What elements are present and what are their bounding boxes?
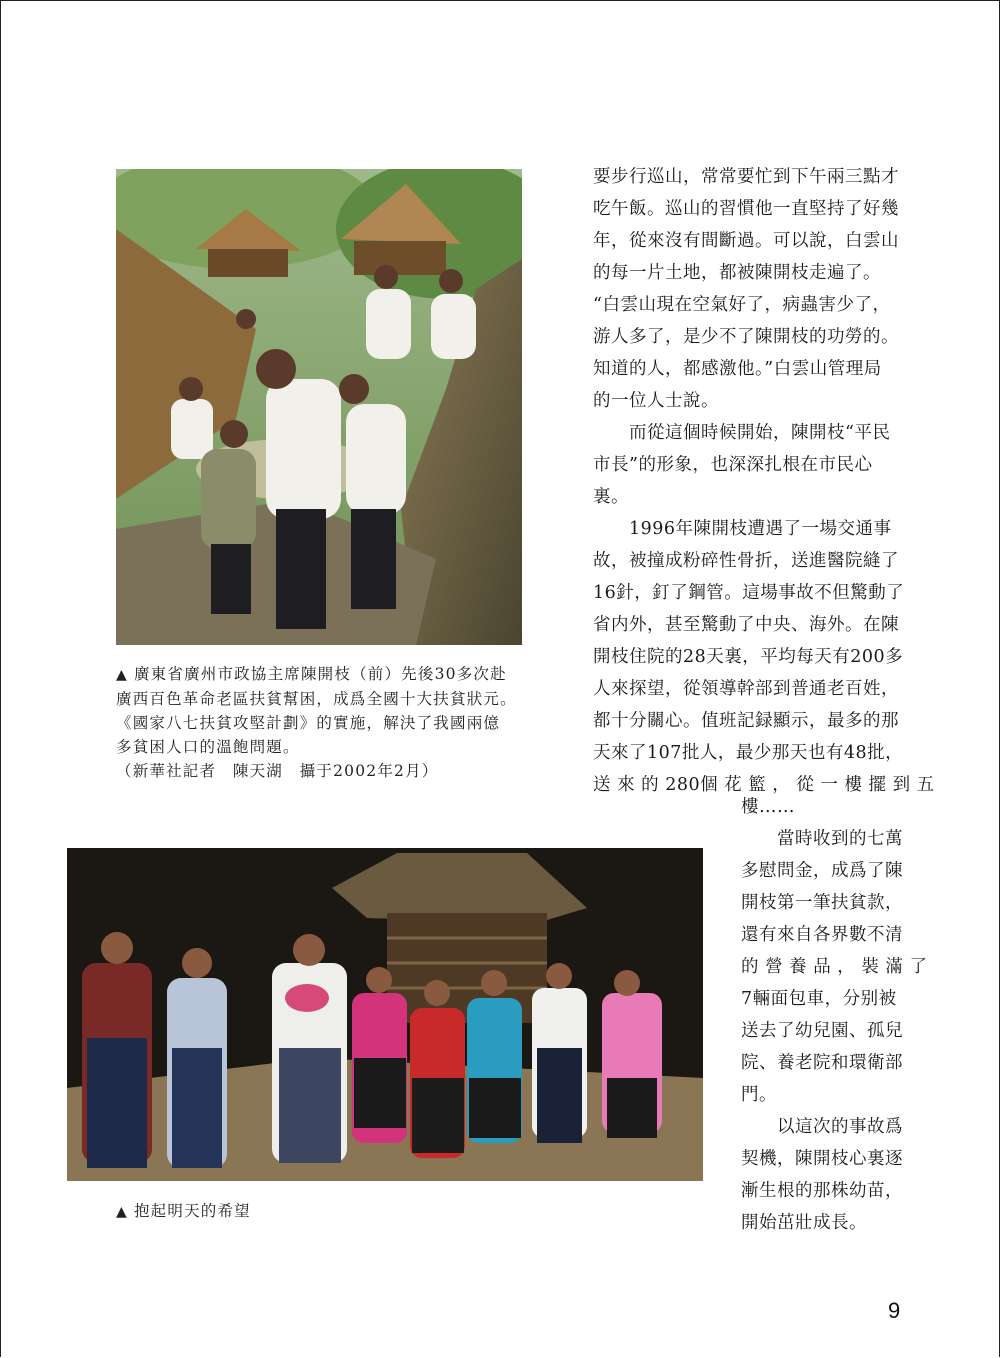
caption-credit: （新華社記者 陳天湖 攝于2002年2月） xyxy=(116,762,439,780)
text-line: 年，從來沒有間斷過。可以說，白雲山 xyxy=(593,231,899,251)
text-line: 開枝第一筆扶貧款， xyxy=(741,893,903,913)
text-line: “白雲山現在空氣好了，病蟲害少了， xyxy=(593,295,891,315)
triangle-marker-icon: ▲ xyxy=(116,667,128,683)
text-line: 當時收到的七萬 xyxy=(741,829,903,849)
text-line: 而從這個時候開始，陳開枝“平民 xyxy=(593,423,891,443)
caption-text: 抱起明天的希望 xyxy=(133,1202,251,1220)
text-line: 游人多了，是少不了陳開枝的功勞的。 xyxy=(593,327,899,347)
text-line: 天來了107批人，最少那天也有48批， xyxy=(593,743,904,763)
text-line: 吃午飯。巡山的習慣他一直堅持了好幾 xyxy=(593,199,899,219)
triangle-marker-icon: ▲ xyxy=(116,1204,128,1220)
text-line: 的 營 養 品 ， 裝 滿 了 xyxy=(741,957,928,977)
text-line: 漸生根的那株幼苗， xyxy=(741,1181,903,1201)
text-line: 還有來自各界數不清 xyxy=(741,925,903,945)
text-line: 的一位人士說。 xyxy=(593,391,719,411)
text-line: 市長”的形象，也深深扎根在市民心 xyxy=(593,455,873,475)
caption-line: 多貧困人口的溫飽問題。 xyxy=(116,738,300,756)
photo2-caption xyxy=(116,1199,251,1224)
text-line: 契機，陳開枝心裏逐 xyxy=(741,1149,903,1169)
text-line: 都十分關心。值班記録顯示，最多的那 xyxy=(593,711,899,731)
text-line: 門。 xyxy=(741,1085,777,1105)
text-line: 以這次的事故爲 xyxy=(741,1117,903,1137)
mountain-climb-photo xyxy=(116,169,522,645)
text-line: 多慰問金，成爲了陳 xyxy=(741,861,903,881)
text-line: 開枝住院的28天裏，平均每天有200多 xyxy=(593,647,904,667)
text-line: 送 來 的 280個 花 籃 ， 從 一 樓 擺 到 五 xyxy=(593,775,935,795)
village-night-photo xyxy=(67,848,703,1181)
body-text-right-column xyxy=(593,161,935,801)
body-text-narrow-column xyxy=(741,791,928,1239)
text-line: 要步行巡山，常常要忙到下午兩三點才 xyxy=(593,167,899,187)
page-number: 9 xyxy=(888,1298,901,1323)
text-line: 16針，釘了鋼管。這場事故不但驚動了 xyxy=(593,583,905,603)
text-line: 送去了幼兒園、孤兒 xyxy=(741,1021,903,1041)
text-line: 院、養老院和環衛部 xyxy=(741,1053,903,1073)
photo1-caption xyxy=(116,662,546,783)
caption-line: 《國家八七扶貧攻堅計劃》的實施，解決了我國兩億 xyxy=(116,714,501,732)
caption-line: ▲ 廣東省廣州市政協主席陳開枝（前）先後30多次赴 xyxy=(116,665,507,683)
text-line: 知道的人，都感激他。”白雲山管理局 xyxy=(593,359,882,379)
text-line: 故，被撞成粉碎性骨折，送進醫院縫了 xyxy=(593,551,899,571)
text-line: 7輛面包車，分别被 xyxy=(741,989,897,1009)
text-line: 人來探望，從領導幹部到普通老百姓， xyxy=(593,679,899,699)
text-line: 樓…… xyxy=(741,797,795,817)
caption-line: 廣西百色革命老區扶貧幫困，成爲全國十大扶貧狀元。 xyxy=(116,690,517,708)
text-line: 省内外，甚至驚動了中央、海外。在陳 xyxy=(593,615,899,635)
text-line: 的每一片土地，都被陳開枝走遍了。 xyxy=(593,263,881,283)
text-line: 開始茁壯成長。 xyxy=(741,1213,867,1233)
text-line: 裏。 xyxy=(593,487,629,507)
text-line: 1996年陳開枝遭遇了一場交通事 xyxy=(593,519,892,539)
